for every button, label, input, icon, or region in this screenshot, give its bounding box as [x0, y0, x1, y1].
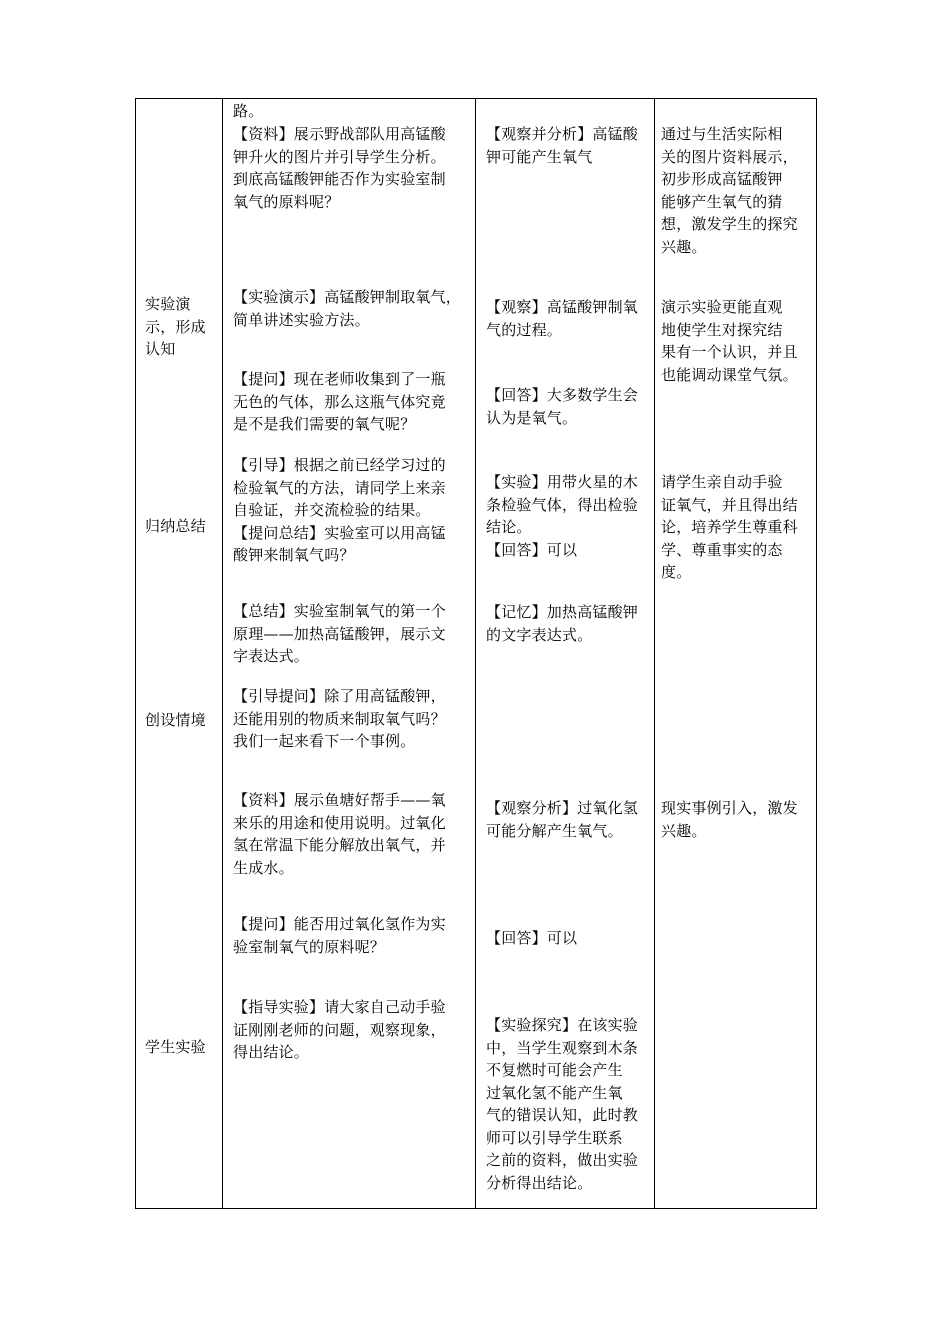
student-activity-cell: 【回答】可以 [486, 929, 578, 947]
stage-cell: 创设情境 [145, 711, 206, 729]
student-activity-cell: 【观察】高锰酸钾制氧 气的过程。 [486, 298, 639, 339]
design-intent-cell: 演示实验更能直观 地使学生对探究结 果有一个认识，并且 也能调动课堂气氛。 [661, 298, 798, 384]
stage-cell: 归纳总结 [145, 517, 206, 535]
lesson-plan-table [135, 98, 817, 1209]
teacher-activity-cell: 【提问】能否用过氧化氢作为实 验室制氧气的原料呢？ [233, 915, 446, 956]
stage-cell: 实验演 示，形成 认知 [145, 295, 206, 358]
teacher-activity-cell: 【引导】根据之前已经学习过的 检验氧气的方法，请同学上来亲 自验证，并交流检验的结果。 【提问总结】实验室可以用高锰 酸钾来制氧气吗？ [233, 456, 446, 564]
column-divider [222, 99, 223, 1208]
student-activity-cell: 【回答】大多数学生会 认为是氧气。 [486, 386, 639, 427]
student-activity-cell: 【记忆】加热高锰酸钾 的文字表达式。 [486, 603, 639, 644]
teacher-activity-cell: 【指导实验】请大家自己动手验 证刚刚老师的问题，观察现象， 得出结论。 [233, 998, 446, 1061]
teacher-activity-cell: 【总结】实验室制氧气的第一个 原理——加热高锰酸钾，展示文 字表达式。 [233, 602, 446, 665]
teacher-activity-cell: 【提问】现在老师收集到了一瓶 无色的气体，那么这瓶气体究竟 是不是我们需要的氧气呢？ [233, 370, 446, 433]
teacher-activity-cell: 【实验演示】高锰酸钾制取氧气， 简单讲述实验方法。 [233, 288, 462, 329]
student-activity-cell: 【实验探究】在该实验 中，当学生观察到木条 不复燃时可能会产生 过氧化氢不能产生氧 气的错误认知，此时教 师可以引导学生联系 之前的资料，做出实验 分析得出结论。 [486, 1016, 639, 1192]
design-intent-cell: 请学生亲自动手验 证氧气，并且得出结 论，培养学生尊重科 学、尊重事实的态 度。 [661, 473, 798, 581]
student-activity-cell: 【实验】用带火星的木 条检验气体，得出检验 结论。 【回答】可以 [486, 473, 639, 559]
stage-cell: 学生实验 [145, 1038, 206, 1056]
design-intent-cell: 现实事例引入，激发 兴趣。 [661, 799, 798, 840]
teacher-activity-cell: 【资料】展示鱼塘好帮手——氧 来乐的用途和使用说明。过氧化 氢在常温下能分解放出氧气，并 生成水。 [233, 791, 446, 877]
design-intent-cell: 通过与生活实际相 关的图片资料展示， 初步形成高锰酸钾 能够产生氧气的猜 想，激发学生的探究 兴趣。 [661, 125, 798, 256]
student-activity-cell: 【观察并分析】高锰酸 钾可能产生氧气 [486, 125, 639, 166]
student-activity-cell: 【观察分析】过氧化氢 可能分解产生氧气。 [486, 799, 639, 840]
teacher-activity-cell: 【引导提问】除了用高锰酸钾， 还能用别的物质来制取氧气吗？ 我们一起来看下一个事例。 [233, 687, 446, 750]
teacher-activity-cell: 【资料】展示野战部队用高锰酸 钾升火的图片并引导学生分析。 到底高锰酸钾能否作为实验室制 氧气的原料呢？ [233, 125, 446, 211]
column-divider [475, 99, 476, 1208]
teacher-activity-cell: 路。 [233, 102, 264, 120]
